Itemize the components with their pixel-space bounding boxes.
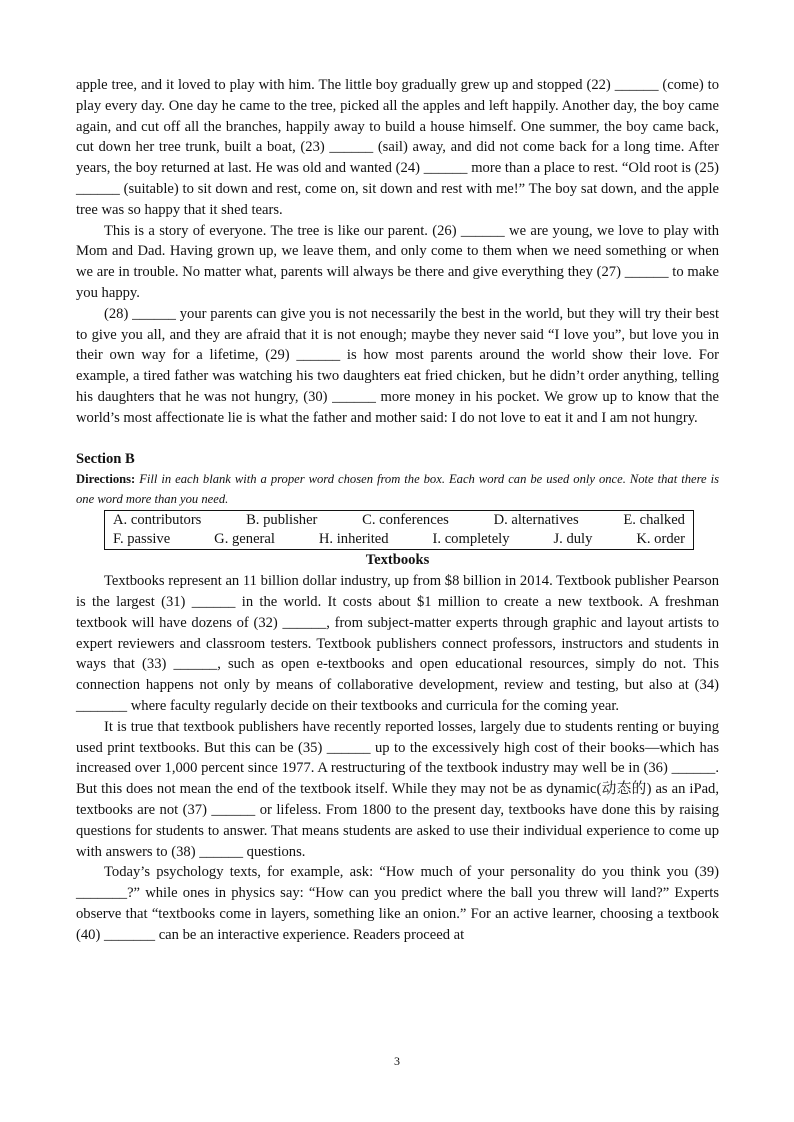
word-box bbox=[104, 510, 694, 550]
word-option: H. inherited bbox=[318, 531, 389, 548]
passage-a-paragraph-3: (28) ______ your parents can give you is not necessarily the best in the world, but they will try their best to give you all, and they are afraid that it is not enough; maybe they never said “I love you”, but love you in their own way for a lifetime, (29) ______ is how most parents around the world show their love. For example, a tired father was watching his two daughters eat fried chicken, but he didn’t order anything, telling his daughters that he was not hungry, (30) ______ more money in his pocket. We grow up to know that the world’s most affectionate lie is what the father and mother said: I do not love to eat it and I am not hungry. bbox=[76, 305, 719, 426]
word-option: A. contributors bbox=[113, 512, 202, 529]
word-option: J. duly bbox=[553, 531, 593, 548]
word-option: K. order bbox=[636, 531, 685, 548]
word-box-row-2 bbox=[113, 530, 685, 549]
section-b-title: Section B bbox=[76, 450, 135, 467]
passage-a-paragraph-1: apple tree, and it loved to play with him. The little boy gradually grew up and stopped (22) ______ (come) to play every day. One day he came to the tree, picked all the apples and left happily. Another day, the boy came again, and cut off all the branches, happily away to build a house himself. One summer, the boy came back, cut down her tree trunk, built a boat, (23) ______ (sail) away, and did not come back for a long time. After years, the boy returned at last. He was old and wanted (24) ______ more than a place to rest. “Old root is (25) ______ (suitable) to sit down and rest, come on, sit down and rest with me!” The boy sat down, and the apple tree was so happy that it shed tears. bbox=[76, 77, 719, 218]
document-page bbox=[76, 75, 719, 945]
page-number: 3 bbox=[394, 1054, 400, 1068]
word-option: C. conferences bbox=[362, 512, 449, 529]
passage-b-paragraph-2: It is true that textbook publishers have recently reported losses, largely due to students renting or buying used print textbooks. But this can be (35) ______ up to the excessively high cost of their books—which has increased over 1,000 percent since 1977. A restructuring of the textbook industry may well be in (36) ______. But this does not mean the end of the textbook itself. While they may not be as dynamic(动态的) as an iPad, textbooks are not (37) ______ or lifeless. From 1800 to the present day, textbooks have done this by raising questions for students to answer. That means students are asked to use their individual experience to come up with answers to (38) ______ questions. bbox=[76, 718, 719, 860]
word-box-row-1 bbox=[113, 511, 685, 530]
directions-label: Directions: bbox=[76, 472, 136, 487]
word-option: E. chalked bbox=[623, 512, 685, 529]
passage-b-paragraph-1: Textbooks represent an 11 billion dollar industry, up from $8 billion in 2014. Textbook publisher Pearson is the largest (31) ______ in the world. It costs about $1 million to create a new textbook. A freshman textbook will have dozens of (32) ______, from subject-matter experts through graphic and layout artists to expert reviewers and classroom testers. Textbook publishers connect professors, instructors and students in ways that (33) ______, such as open e-textbooks and open educational resources, simply do not. This connection happens not only by means of collaborative development, review and testing, but also at (34) _______ where faculty regularly decide on their textbooks and curricula for the coming year. bbox=[76, 573, 719, 714]
word-option: I. completely bbox=[432, 531, 510, 548]
section-b-directions bbox=[76, 469, 719, 509]
passage-title: Textbooks bbox=[365, 552, 430, 569]
passage-a-paragraph-2: This is a story of everyone. The tree is like our parent. (26) ______ we are young, we love to play with Mom and Dad. Having grown up, we leave them, and only come to them when we need something or when we are in trouble. No matter what, parents will always be there and give everything they (27) ______ to make you happy. bbox=[76, 222, 719, 301]
word-option: G. general bbox=[214, 531, 275, 548]
passage-b-paragraph-3: Today’s psychology texts, for example, ask: “How much of your personality do you think you (39) _______?” while ones in physics say: “How can you predict where the ball you threw will land?” Experts observe that “textbooks come in layers, something like an onion.” For an active learner, choosing a textbook (40) _______ can be an interactive experience. Readers proceed at bbox=[76, 864, 719, 943]
word-option: B. publisher bbox=[246, 512, 318, 529]
directions-text: Fill in each blank with a proper word chosen from the box. Each word can be used only once. Note that there is one word more than you need. bbox=[76, 472, 719, 507]
word-option: F. passive bbox=[113, 531, 171, 548]
word-option: D. alternatives bbox=[493, 512, 579, 529]
